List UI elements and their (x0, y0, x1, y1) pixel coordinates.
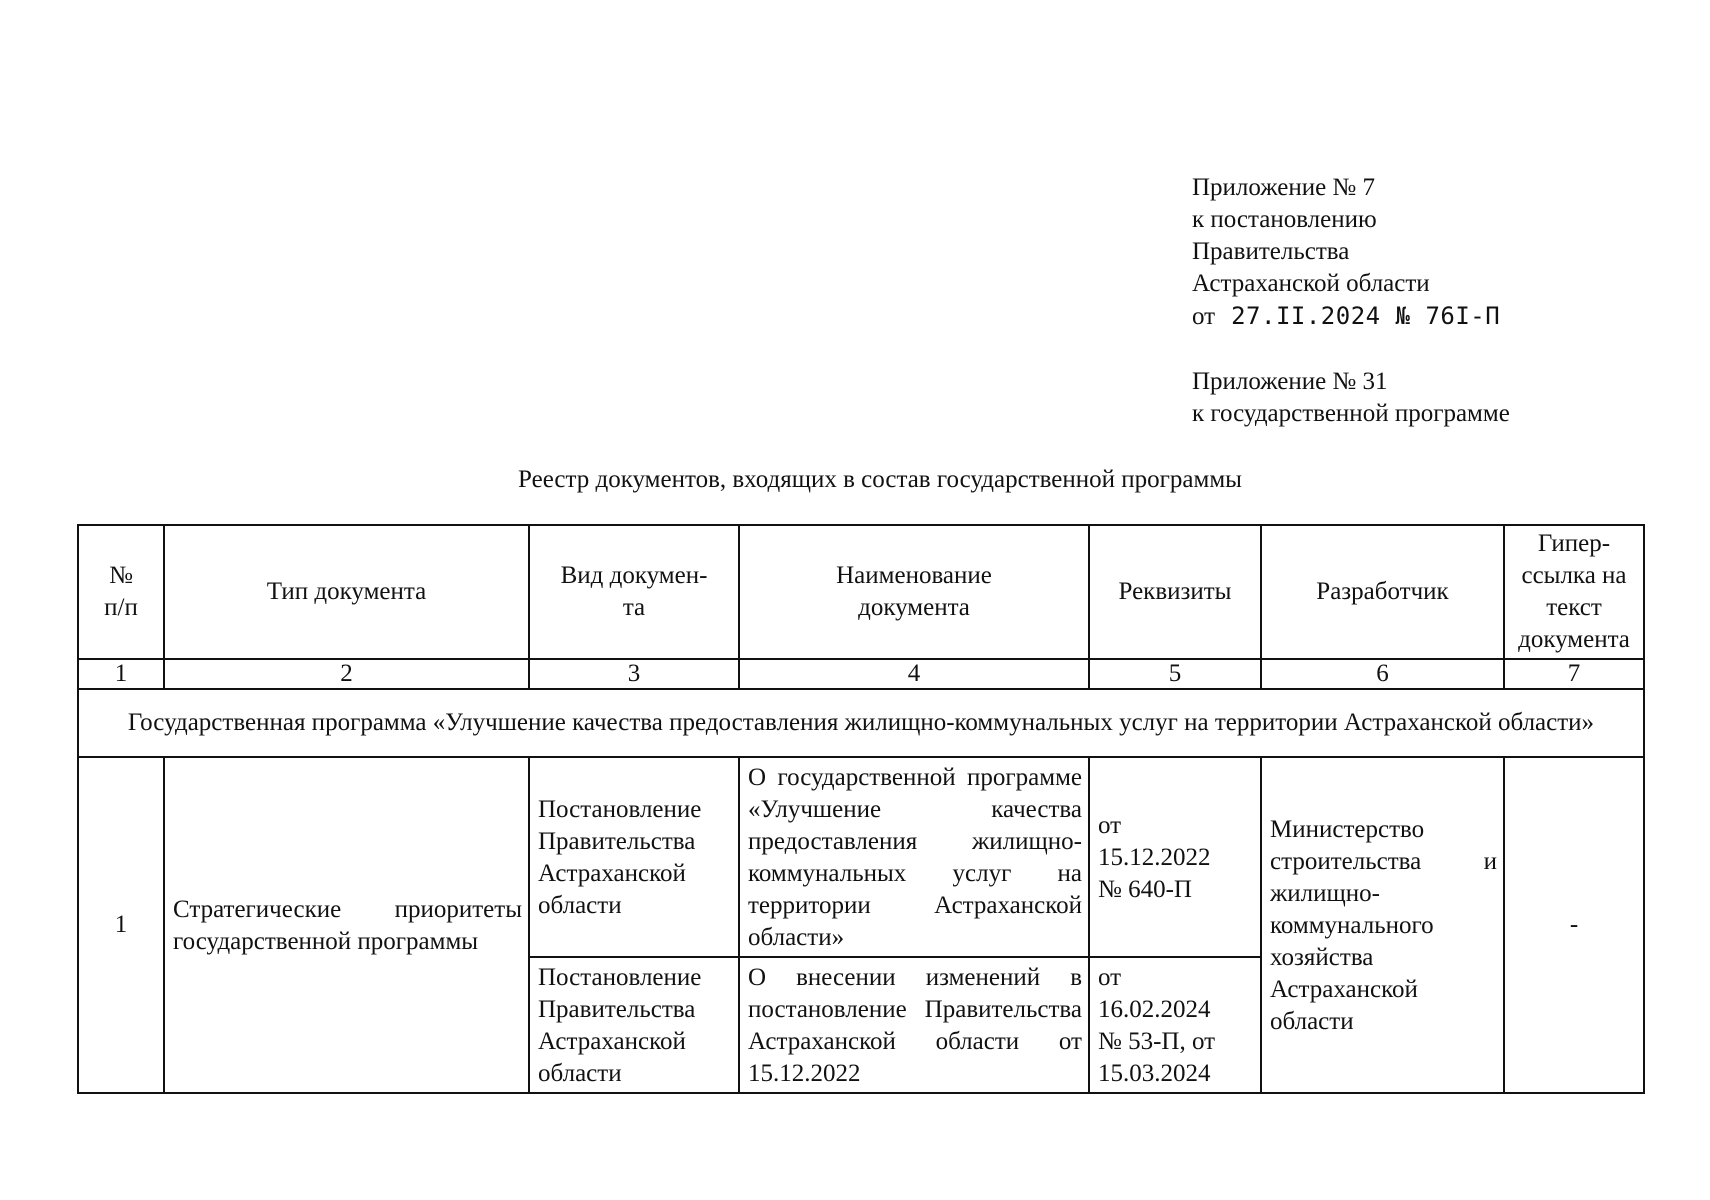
column-number: 3 (529, 659, 739, 689)
date-prefix: от (1192, 303, 1216, 330)
section-row (78, 689, 1644, 757)
appendix-7-line: Приложение № 7 (1192, 174, 1376, 201)
document-name-cell (739, 757, 1089, 957)
table-header-row (78, 525, 1644, 659)
hyperlink-cell: - (1504, 757, 1644, 1093)
appendix-31-line: Приложение № 31 (1192, 368, 1388, 395)
document-kind: Постановление Правительства Астраханской области (538, 796, 702, 919)
header-document-kind: Вид докумен- та (529, 525, 739, 659)
appendix-7-date-line (1192, 300, 1500, 333)
document-type: Стратегические приоритеты государственной программы (173, 896, 522, 955)
appendix-31-line: к государственной программе (1192, 400, 1510, 427)
appendix-7-line: Астраханской области (1192, 270, 1430, 297)
appendix-31-header (1192, 366, 1510, 430)
column-number: 4 (739, 659, 1089, 689)
section-title: Государственная программа «Улучшение качества предоставления жилищно-коммунальных услуг на территории Астраханской области» (78, 689, 1644, 757)
column-number: 7 (1504, 659, 1644, 689)
header-document-type: Тип документа (164, 525, 529, 659)
document-details-cell (1089, 957, 1261, 1093)
header-details: Реквизиты (1089, 525, 1261, 659)
appendix-7-line: Правительства (1192, 238, 1350, 265)
document-kind-cell (529, 757, 739, 957)
row-number: 1 (78, 757, 164, 1093)
appendix-7-line: к постановлению (1192, 206, 1377, 233)
appendix-7-header (1192, 172, 1500, 333)
column-number: 2 (164, 659, 529, 689)
documents-registry-table (77, 524, 1645, 1094)
developer-cell (1261, 757, 1504, 1093)
column-number-row (78, 659, 1644, 689)
header-document-name: Наименование документа (739, 525, 1089, 659)
registry-title: Реестр документов, входящих в состав государственной программы (518, 466, 1242, 493)
document-details: от 15.12.2022 № 640-П (1098, 812, 1211, 903)
header-number: № п/п (78, 525, 164, 659)
document-name-cell (739, 957, 1089, 1093)
document-name: О внесении изменений в постановление Правительства Астраханской области от 15.12.2022 (748, 964, 1082, 1087)
column-number: 1 (78, 659, 164, 689)
document-type-cell (164, 757, 529, 1093)
header-developer: Разработчик (1261, 525, 1504, 659)
document-kind-cell (529, 957, 739, 1093)
column-number: 5 (1089, 659, 1261, 689)
date-and-number: 27.II.2024 № 76I-П (1231, 302, 1501, 330)
developer: Министерство строительства и жилищно-коммунального хозяйства Астраханской области (1270, 816, 1497, 1035)
header-hyperlink: Гипер- ссылка на текст документа (1504, 525, 1644, 659)
table-row (78, 757, 1644, 957)
column-number: 6 (1261, 659, 1504, 689)
document-kind: Постановление Правительства Астраханской области (538, 964, 702, 1087)
document-name: О государственной программе «Улучшение качества предоставления жилищно-коммунальных услуг на территории Астраханской области» (748, 764, 1082, 951)
document-details-cell (1089, 757, 1261, 957)
document-details: от 16.02.2024 № 53-П, от 15.03.2024 (1098, 964, 1216, 1087)
